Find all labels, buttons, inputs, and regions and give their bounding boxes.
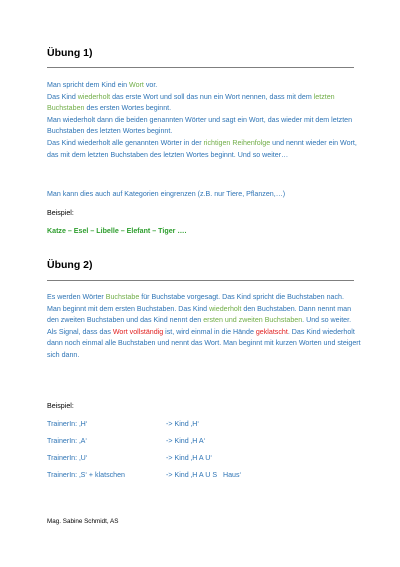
text-segment: Das Kind wiederholt alle genannten Wörter in der — [47, 138, 204, 147]
trainer-cell: TrainerIn: ‚A‘ — [47, 437, 87, 445]
text-segment: den Buchstaben. Dann nennt man den zweiten Buchstaben und das Kind nennt den — [47, 304, 352, 325]
text-segment: Man beginnt mit dem ersten Buchstaben. Das Kind — [47, 304, 210, 313]
uebung1-categories: Man kann dies auch auf Kategorien eingrenzen (z.B. nur Tiere, Pflanzen,…) — [47, 190, 286, 198]
highlight-word: richtigen Reihenfolge — [203, 138, 271, 147]
highlight-word: ersten und zweiten Buchstaben — [203, 316, 303, 325]
uebung2-example-label: Beispiel: — [47, 402, 74, 410]
highlight-word: Buchstabe — [105, 293, 140, 301]
text-segment: für Buchstabe vorgesagt. Das Kind spricht die Buchstaben nach. — [139, 293, 344, 301]
highlight-word: Wort — [129, 81, 144, 89]
trainer-cell: TrainerIn: ‚U‘ — [47, 454, 88, 462]
text-segment: . Das Kind wiederholt dann noch einmal alle Buchstaben und nennt das Wort. Man beginnt mit kurzen Worten und steigert sich dann. — [47, 327, 361, 359]
uebung2-heading: Übung 2) — [47, 259, 93, 271]
text-segment: Man spricht dem Kind ein — [47, 81, 130, 89]
text-segment: und nennt wieder ein Wort, das mit dem letzten Buchstaben des letzten Wortes beginnt. Und so weiter… — [47, 138, 357, 159]
text-segment: vor. — [143, 81, 158, 89]
text-segment: das erste Wort und soll das nun ein Wort nennen, dass mit dem — [110, 92, 314, 101]
highlight-word-red: Wort vollständig — [112, 327, 164, 336]
uebung1-paragraph — [47, 80, 362, 161]
highlight-word: wiederholt — [209, 304, 242, 313]
trainer-cell: TrainerIn: ‚H‘ — [47, 420, 88, 428]
kind-cell: -> Kind ‚H A U‘ — [166, 454, 212, 462]
kind-cell: -> Kind ‚H A‘ — [166, 437, 206, 445]
highlight-word: wiederholt — [77, 92, 111, 101]
text-segment: Es werden Wörter — [47, 293, 106, 301]
uebung1-divider — [47, 67, 354, 68]
kind-cell: -> Kind ‚H‘ — [166, 420, 199, 428]
text-segment: Man wiederholt dann die beiden genannten Wörter und sagt ein Wort, das wieder mit dem letzten Buchstaben des letzten Wortes beginnt. — [47, 115, 353, 136]
uebung1-example: Katze – Esel – Libelle – Elefant – Tiger …. — [47, 227, 187, 235]
text-segment: des ersten Wortes beginnt. — [84, 104, 172, 113]
text-segment: ist, wird einmal in die Hände — [163, 327, 256, 336]
uebung2-divider — [47, 280, 354, 281]
footer-author: Mag. Sabine Schmidt, AS — [47, 518, 119, 525]
highlight-word-red: geklatscht — [255, 327, 288, 336]
trainer-cell: TrainerIn: ‚S‘ + klatschen — [47, 471, 125, 479]
uebung1-heading: Übung 1) — [47, 47, 93, 59]
text-segment: . Und so weiter. Als Signal, dass das — [47, 316, 352, 336]
highlight-word: letzten Buchstaben — [47, 92, 335, 113]
text-segment: Das Kind — [47, 92, 78, 101]
uebung2-paragraph — [47, 292, 362, 362]
kind-cell: -> Kind ‚H A U S Haus‘ — [166, 471, 242, 479]
uebung1-example-label: Beispiel: — [47, 209, 74, 217]
